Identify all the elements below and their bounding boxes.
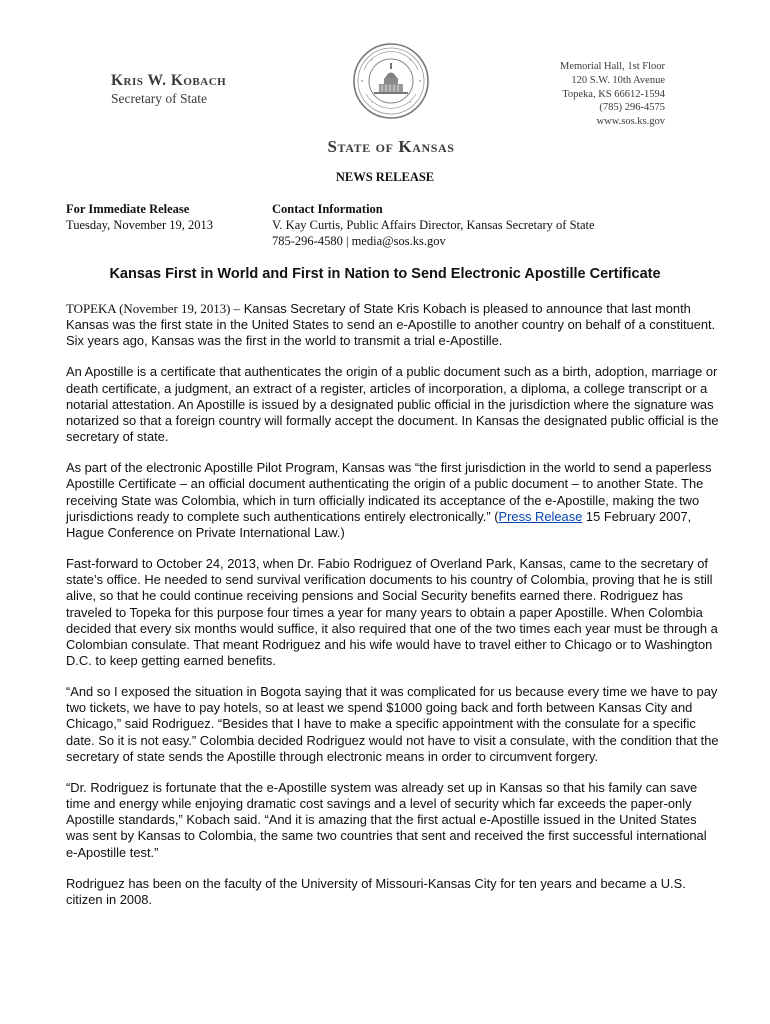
state-seal-icon <box>352 42 430 120</box>
paragraph-5: “And so I exposed the situation in Bogota saying that it was complicated for us because every time we have to pay two tickets, we have to pay hotels, so at least we spend $1000 going back and forth between Kansas City and Chicago,” said Rodriguez. “Besides that I have to make a specific appointment with the consulate for a specific date. So it is not easy.” Colombia decided Rodriguez would not have to visit a consulate, with the condition that the secretary of state sends the Apostille through electronic means in order to circumvent forgery. <box>66 684 719 764</box>
state-name: State of Kansas <box>327 137 455 156</box>
document-type: NEWS RELEASE <box>335 170 435 184</box>
paragraph-6: “Dr. Rodriguez is fortunate that the e-Apostille system was already set up in Kansas so that his family can save time and energy while enjoying dramatic cost savings and a level of security which far exceeds the paper-only Apostille standards,” Kobach said. “And it is amazing that the first actual e-Apostille issued in the United States was sent by Kansas to Colombia, the same two countries that sent and received the first successful international e-Apostille test.” <box>66 779 707 860</box>
official-title: Secretary of State <box>111 91 207 106</box>
paragraph-4: Fast-forward to October 24, 2013, when Dr. Fabio Rodriguez of Overland Park, Kansas, came to the secretary of state’s office. He needed to send survival verification documents to his country of Colombia, proving that he is still alive, so that he could continue receiving pensions and Social Security benefits earned there. Rodriguez has traveled to Topeka for this purpose four times a year for many years to obtain a paper Apostille. When Colombia decided that every six months would suffice, it also required that one of the two times each year must be through a Colombian consulate. That meant Rodriguez and his wife would have to travel either to Chicago or to Washington D.C. to keep getting earned benefits. <box>66 556 718 668</box>
paragraph-7: Rodriguez has been on the faculty of the University of Missouri-Kansas City for ten years and became a U.S. citizen in 2008. <box>66 875 686 907</box>
office-address <box>560 60 665 129</box>
paragraph-1-text: Kansas Secretary of State Kris Kobach is pleased to announce that last month Kansas was the first state in the United States to send an e-Apostille to another country on behalf of a constituent. Six years ago, Kansas was the first in the world to transmit a trial e-Apostille. <box>66 301 716 349</box>
paragraph-3-text: As part of the electronic Apostille Pilot Program, Kansas was “the first jurisdiction in the world to send a paperless Apostille Certificate – an official document authenticating the origin of a public document – to another State. The receiving State was Colombia, which in turn officially indicated its acceptance of the e-Apostille, making the two jurisdictions ready to complete such authentications entirely electronically.” ( <box>66 460 712 524</box>
address-line: 120 S.W. 10th Avenue <box>571 74 665 86</box>
contact-info <box>272 201 595 249</box>
release-date: Tuesday, November 19, 2013 <box>66 218 213 232</box>
contact-phone-email: 785-296-4580 | media@sos.ks.gov <box>272 234 446 248</box>
paragraph-3 <box>66 460 721 541</box>
press-release-link[interactable]: Press Release <box>498 508 583 524</box>
contact-label: Contact Information <box>272 202 383 216</box>
release-info <box>66 201 213 233</box>
official-name: Kris W. Kobach <box>111 72 227 89</box>
paragraph-3-after: 15 February 2007, Hague Conference on Private International Law.) <box>66 508 692 540</box>
paragraph-1 <box>66 301 721 349</box>
release-label: For Immediate Release <box>66 202 190 216</box>
article-body <box>66 301 721 923</box>
phone-number: (785) 296-4575 <box>599 102 665 114</box>
paragraph-2: An Apostille is a certificate that authenticates the origin of a public document such as a birth, adoption, marriage or death certificate, a judgment, an extract of a register, articles of incorporation, a diploma, a college transcript or a notarial attestation. An Apostille is issued by a designated public official in the jurisdiction where the signature was notarized so that a foreign country will formally accept the document. In Kansas the designated public official is the secretary of state. <box>66 364 719 445</box>
website: www.sos.ks.gov <box>596 116 665 128</box>
address-line: Topeka, KS 66612-1594 <box>562 88 665 100</box>
dateline: TOPEKA (November 19, 2013) – <box>66 302 241 316</box>
contact-person: V. Kay Curtis, Public Affairs Director, Kansas Secretary of State <box>272 218 595 232</box>
headline: Kansas First in World and First in Nation to Send Electronic Apostille Certificate <box>109 266 661 282</box>
address-line: Memorial Hall, 1st Floor <box>560 61 665 72</box>
